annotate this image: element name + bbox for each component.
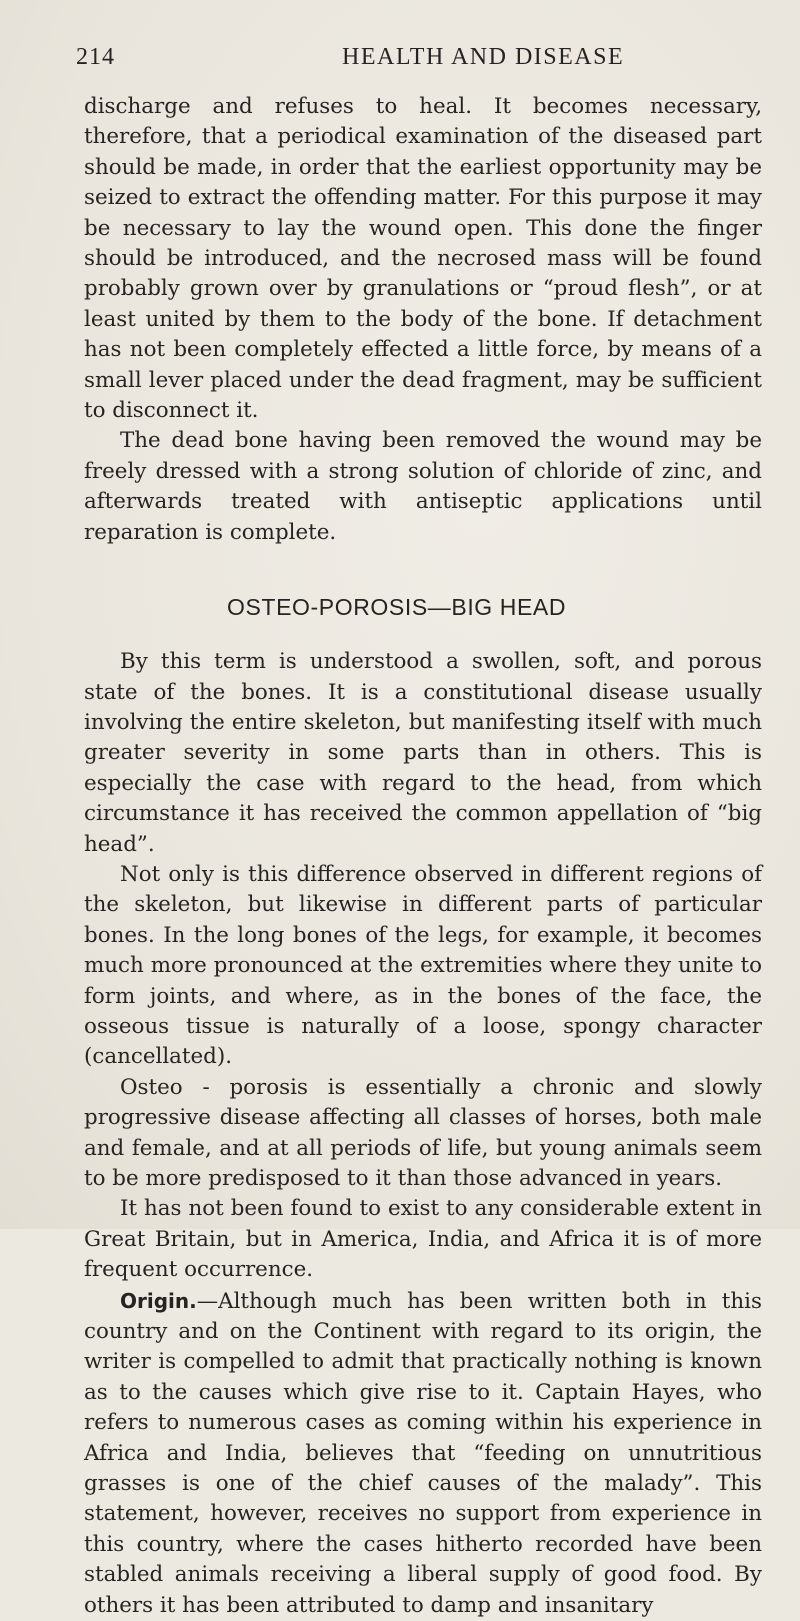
page-number: 214 [76, 44, 115, 70]
paragraph-chronic: Osteo - porosis is essentially a chronic and slowly progressive disease affecting all classes of horses, both male and female, and at all periods of life, but young animals seem to be more predisposed to it than those advanced in years. [84, 1074, 762, 1191]
origin-run-in-heading: Origin. [120, 1288, 197, 1313]
running-head-title: HEALTH AND DISEASE [342, 44, 625, 70]
paragraph-definition: By this term is understood a swollen, soft, and porous state of the bones. It is a constitutional disease usually involving the entire skeleton, but manifesting itself with much greater severity in some parts than in others. This is especially the case with regard to the head, from which circumstance it has received the common appellation of “big head”. [84, 649, 762, 857]
running-head [76, 44, 762, 72]
paragraph-distribution: It has not been found to exist to any considerable extent in Great Britain, but in America, India, and Africa it is of more frequent occurrence. [84, 1196, 762, 1283]
origin-text: —Although much has been written both in this country and on the Continent with regard to its origin, the writer is compelled to admit that practically nothing is known as to the causes which give rise to it. Captain Hayes, who refers to numerous cases as coming within his experience in Africa and India, believes that “feeding on unnutritious grasses is one of the chief causes of the malady”. This statement, however, receives no support from experience in this country, where the cases hitherto recorded have been stabled animals receiving a liberal supply of good food. By others it has been attributed to damp and insanitary [84, 1288, 762, 1618]
paragraph-origin [84, 1286, 762, 1621]
paragraph-dead-bone: The dead bone having been removed the wound may be freely dressed with a strong solution of chloride of zinc, and afterwards treated with antiseptic applications until reparation is complete. [84, 428, 762, 545]
paragraph-continuation: discharge and refuses to heal. It becomes necessary, therefore, that a periodical examination of the diseased part should be made, in order that the earliest opportunity may be seized to extract the offending matter. For this purpose it may be necessary to lay the wound open. This done the finger should be introduced, and the necrosed mass will be found probably grown over by granulations or “proud flesh”, or at least united by them to the body of the bone. If detachment has not been completely effected a little force, by means of a small lever placed under the dead fragment, may be sufficient to disconnect it. [84, 94, 762, 424]
section-heading: OSTEO-POROSIS—BIG HEAD [227, 594, 567, 621]
paragraph-difference: Not only is this difference observed in different regions of the skeleton, but likewise in different parts of particular bones. In the long bones of the legs, for example, it becomes much more pronounced at the extremities where they unite to form joints, and where, as in the bones of the face, the osseous tissue is naturally of a loose, spongy character (cancellated). [84, 861, 762, 1070]
